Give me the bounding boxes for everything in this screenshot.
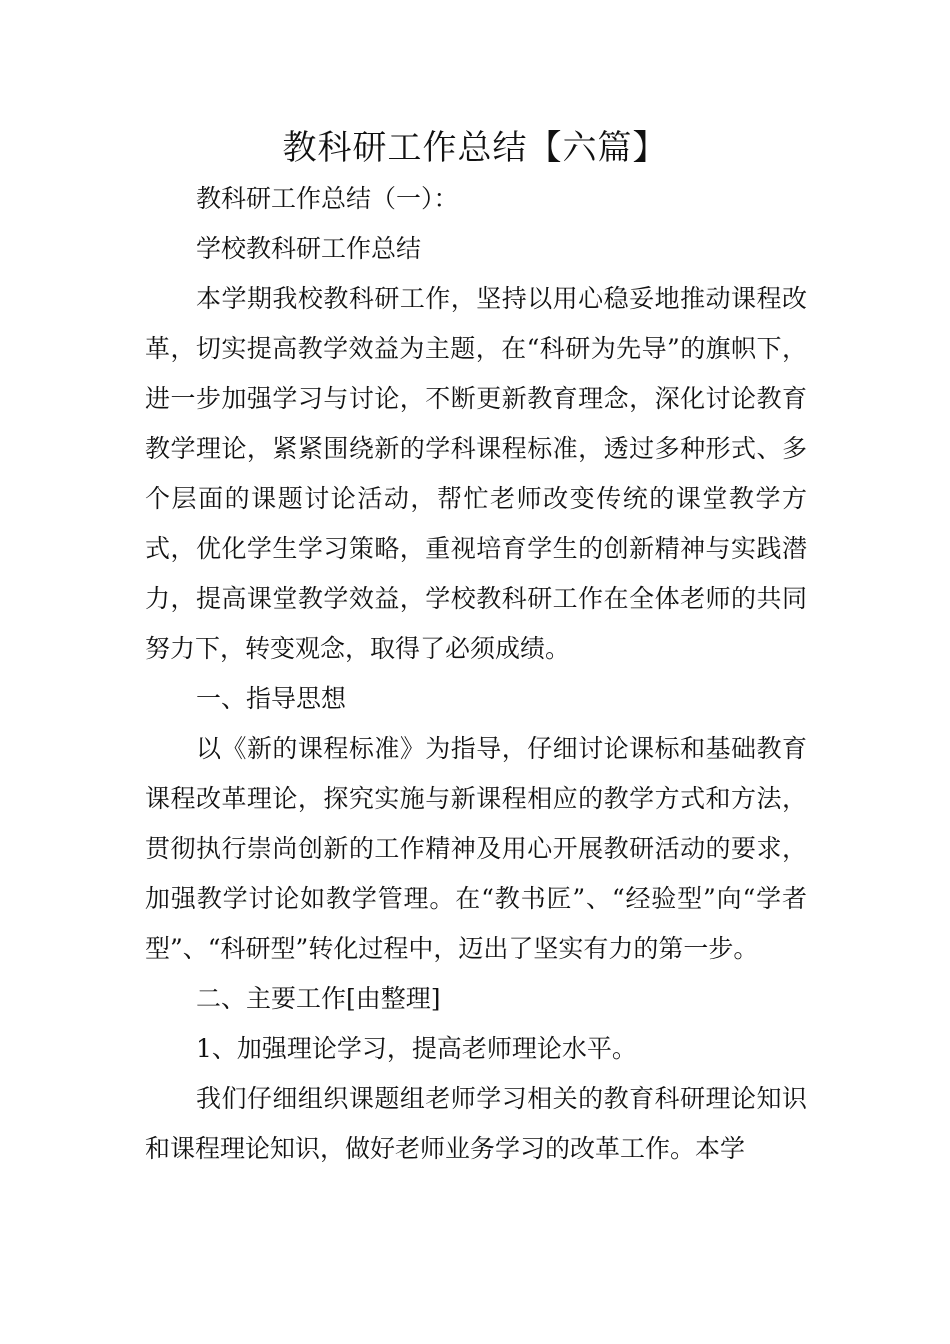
intro-paragraph: 本学期我校教科研工作，坚持以用心稳妥地推动课程改革，切实提高教学效益为主题，在“科研为先导”的旗帜下，进一步加强学习与讨论，不断更新教育理念，深化讨论教育教学理论，紧紧围绕新的学科课程标准，透过多种形式、多个层面的课题讨论活动，帮忙老师改变传统的课堂教学方式，优化学生学习策略，重视培育学生的创新精神与实践潜力，提高课堂教学效益，学校教科研工作在全体老师的共同努力下，转变观念，取得了必须成绩。 [145,284,807,663]
section-heading-1: 教科研工作总结（一）： [196,184,459,213]
guiding-thought-paragraph: 以《新的课程标准》为指导，仔细讨论课标和基础教育课程改革理论，探究实施与新课程相应的教学方式和方法，贯彻执行崇尚创新的工作精神及用心开展教研活动的要求，加强教学讨论如教学管理。在“教书匠”、“经验型”向“学者型”、“科研型”转化过程中，迈出了坚实有力的第一步。 [145,734,807,963]
subheading-theory-study: 1、加强理论学习，提高老师理论水平。 [196,1034,637,1063]
document-title: 教科研工作总结【六篇】 [282,128,668,168]
subtitle-paragraph: 学校教科研工作总结 [196,234,422,263]
theory-study-paragraph: 我们仔细组织课题组老师学习相关的教育科研理论知识和课程理论知识，做好老师业务学习的改革工作。本学 [145,1084,807,1163]
document-body [145,174,807,1174]
heading-guiding-thought: 一、指导思想 [196,684,347,713]
heading-main-work: 二、主要工作[由整理] [196,984,441,1013]
